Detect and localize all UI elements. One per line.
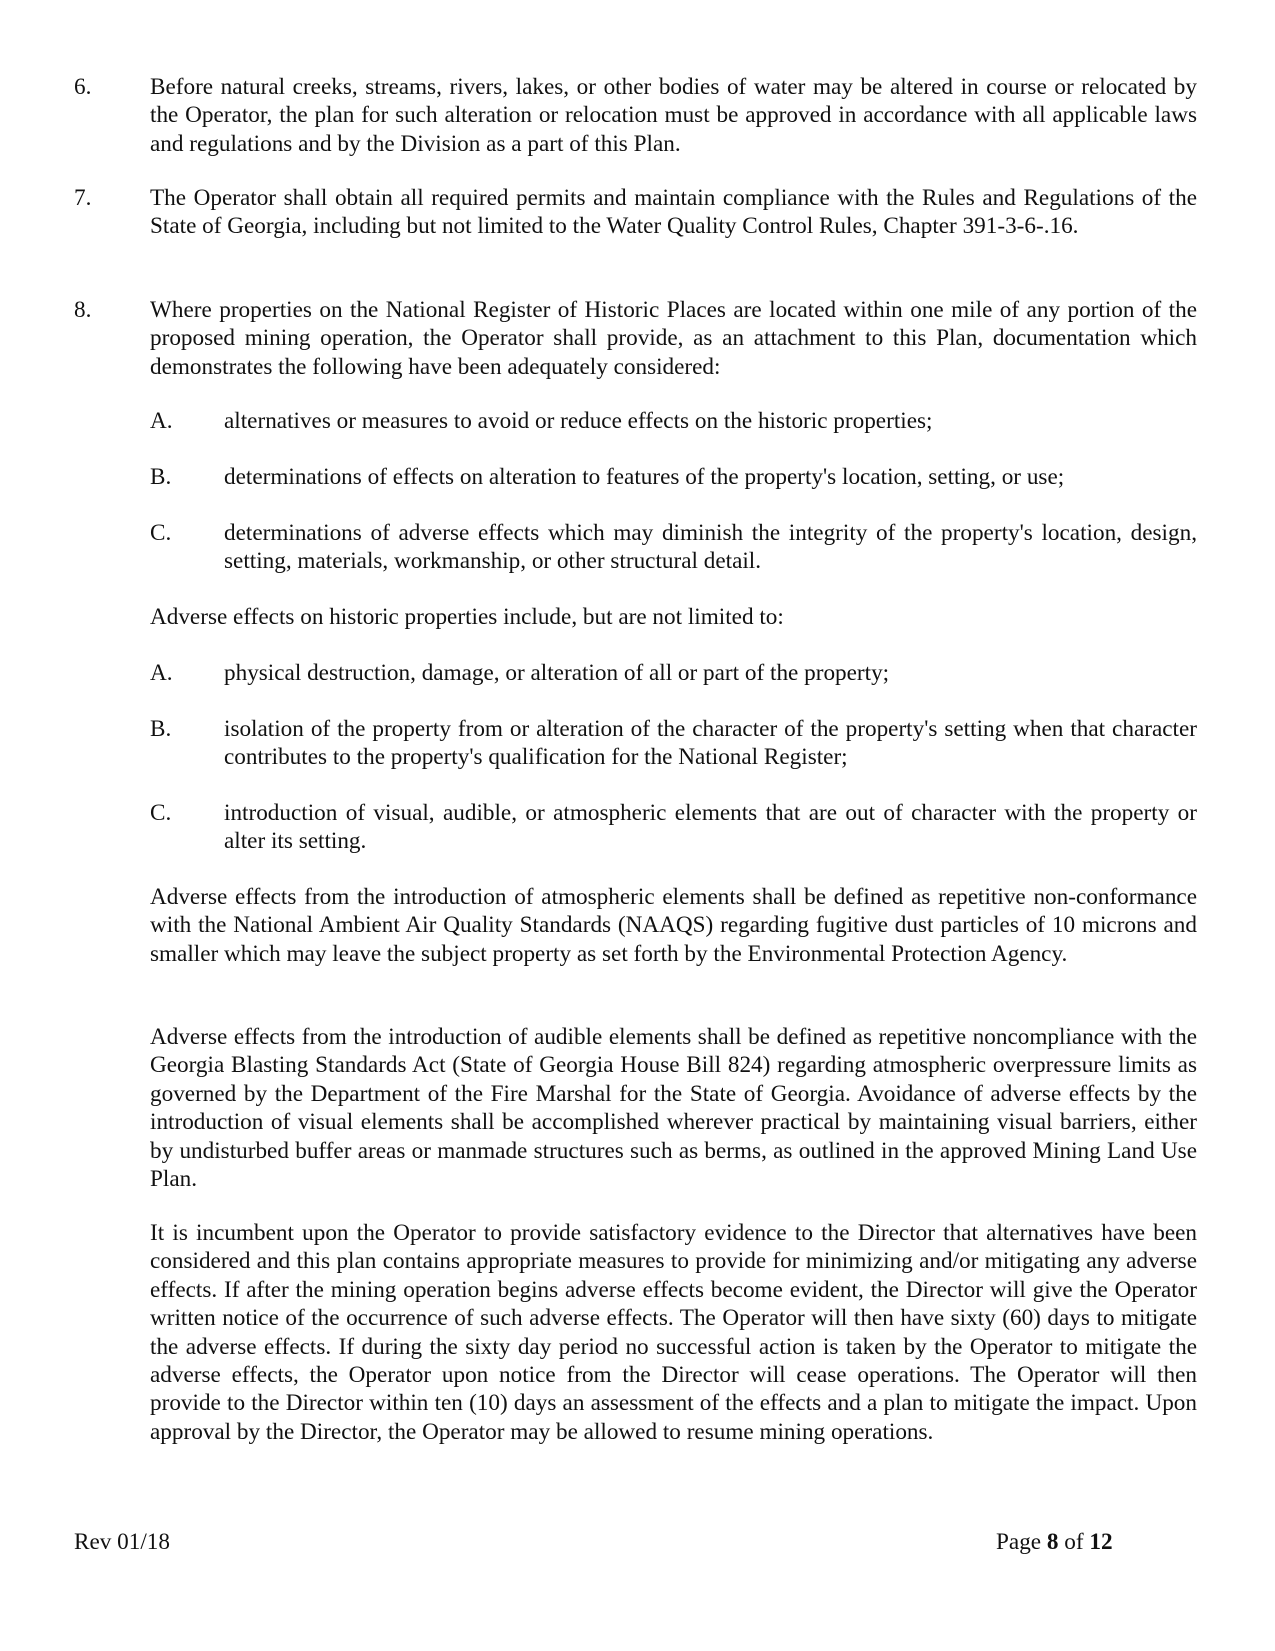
sub-item-letter: C. — [150, 800, 172, 826]
sub-item-letter: A. — [150, 408, 173, 434]
sub-item-text: introduction of visual, audible, or atmospheric elements that are out of character with the property or alter its setting. — [224, 800, 1197, 855]
sub-item-text: determinations of effects on alteration to features of the property's location, setting, or use; — [224, 464, 1065, 490]
sub-item-letter: A. — [150, 660, 173, 686]
paragraph-audible: Adverse effects from the introduction of audible elements shall be defined as repetitive noncompliance with the Georgia Blasting Standards Act (State of Georgia House Bill 824) regarding atmospheric overpressure limits as governed by the Department of the Fire Marshal for the State of Georgia. Avoidance of adverse effects by the introduction of visual elements shall be accomplished wherever practical by maintaining visual barriers, either by undisturbed buffer areas or manmade structures such as berms, as outlined in the approved Mining Land Use Plan. — [150, 1024, 1197, 1193]
adverse-effects-intro: Adverse effects on historic properties include, but are not limited to: — [150, 604, 784, 630]
revision-label: Rev 01/18 — [74, 1529, 170, 1555]
current-page-number: 8 — [1046, 1529, 1059, 1555]
sub-item-letter: C. — [150, 520, 172, 546]
paragraph-operator-evidence: It is incumbent upon the Operator to provide satisfactory evidence to the Director that alternatives have been considered and this plan contains appropriate measures to provide for minimizing and/or mitigating any adverse effects. If after the mining operation begins adverse effects become evident, the Director will give the Operator written notice of the occurrence of such adverse effects. The Operator will then have sixty (60) days to mitigate the adverse effects. If during the sixty day period no successful action is taken by the Operator to mitigate the adverse effects, the Operator upon notice from the Director will cease operations. The Operator will then provide to the Director within ten (10) days an assessment of the effects and a plan to mitigate the impact. Upon approval by the Director, the Operator may be allowed to resume mining operations. — [150, 1220, 1197, 1445]
item-text: Where properties on the National Register of Historic Places are located within one mile of any portion of the proposed mining operation, the Operator shall provide, as an attachment to this Plan, documentation which demonstrates the following have been adequately considered: — [150, 297, 1197, 380]
page-word: Page — [996, 1529, 1042, 1555]
sub-item-letter: B. — [150, 716, 172, 742]
page-number-indicator — [996, 1528, 1113, 1556]
item-number: 8. — [74, 297, 92, 323]
sub-item-text: physical destruction, damage, or alteration of all or part of the property; — [224, 660, 890, 686]
sub-item-letter: B. — [150, 464, 172, 490]
item-text: The Operator shall obtain all required permits and maintain compliance with the Rules and Regulations of the State of Georgia, including but not limited to the Water Quality Control Rules, Chapter 391-3-6-.16. — [150, 185, 1197, 240]
total-page-count: 12 — [1089, 1529, 1113, 1555]
paragraph-atmospheric: Adverse effects from the introduction of atmospheric elements shall be defined as repetitive non-conformance with the National Ambient Air Quality Standards (NAAQS) regarding fugitive dust particles of 10 microns and smaller which may leave the subject property as set forth by the Environmental Protection Agency. — [150, 884, 1197, 967]
sub-item-text: isolation of the property from or alteration of the character of the property's setting when that character contributes to the property's qualification for the National Register; — [224, 716, 1197, 771]
item-number: 7. — [74, 185, 92, 211]
item-text: Before natural creeks, streams, rivers, lakes, or other bodies of water may be altered in course or relocated by the Operator, the plan for such alteration or relocation must be approved in accordance with all applicable laws and regulations and by the Division as a part of this Plan. — [150, 74, 1197, 157]
sub-item-text: alternatives or measures to avoid or reduce effects on the historic properties; — [224, 408, 933, 434]
item-number: 6. — [74, 74, 92, 100]
of-word: of — [1064, 1529, 1084, 1555]
sub-item-text: determinations of adverse effects which may diminish the integrity of the property's location, design, setting, materials, workmanship, or other structural detail. — [224, 520, 1197, 575]
